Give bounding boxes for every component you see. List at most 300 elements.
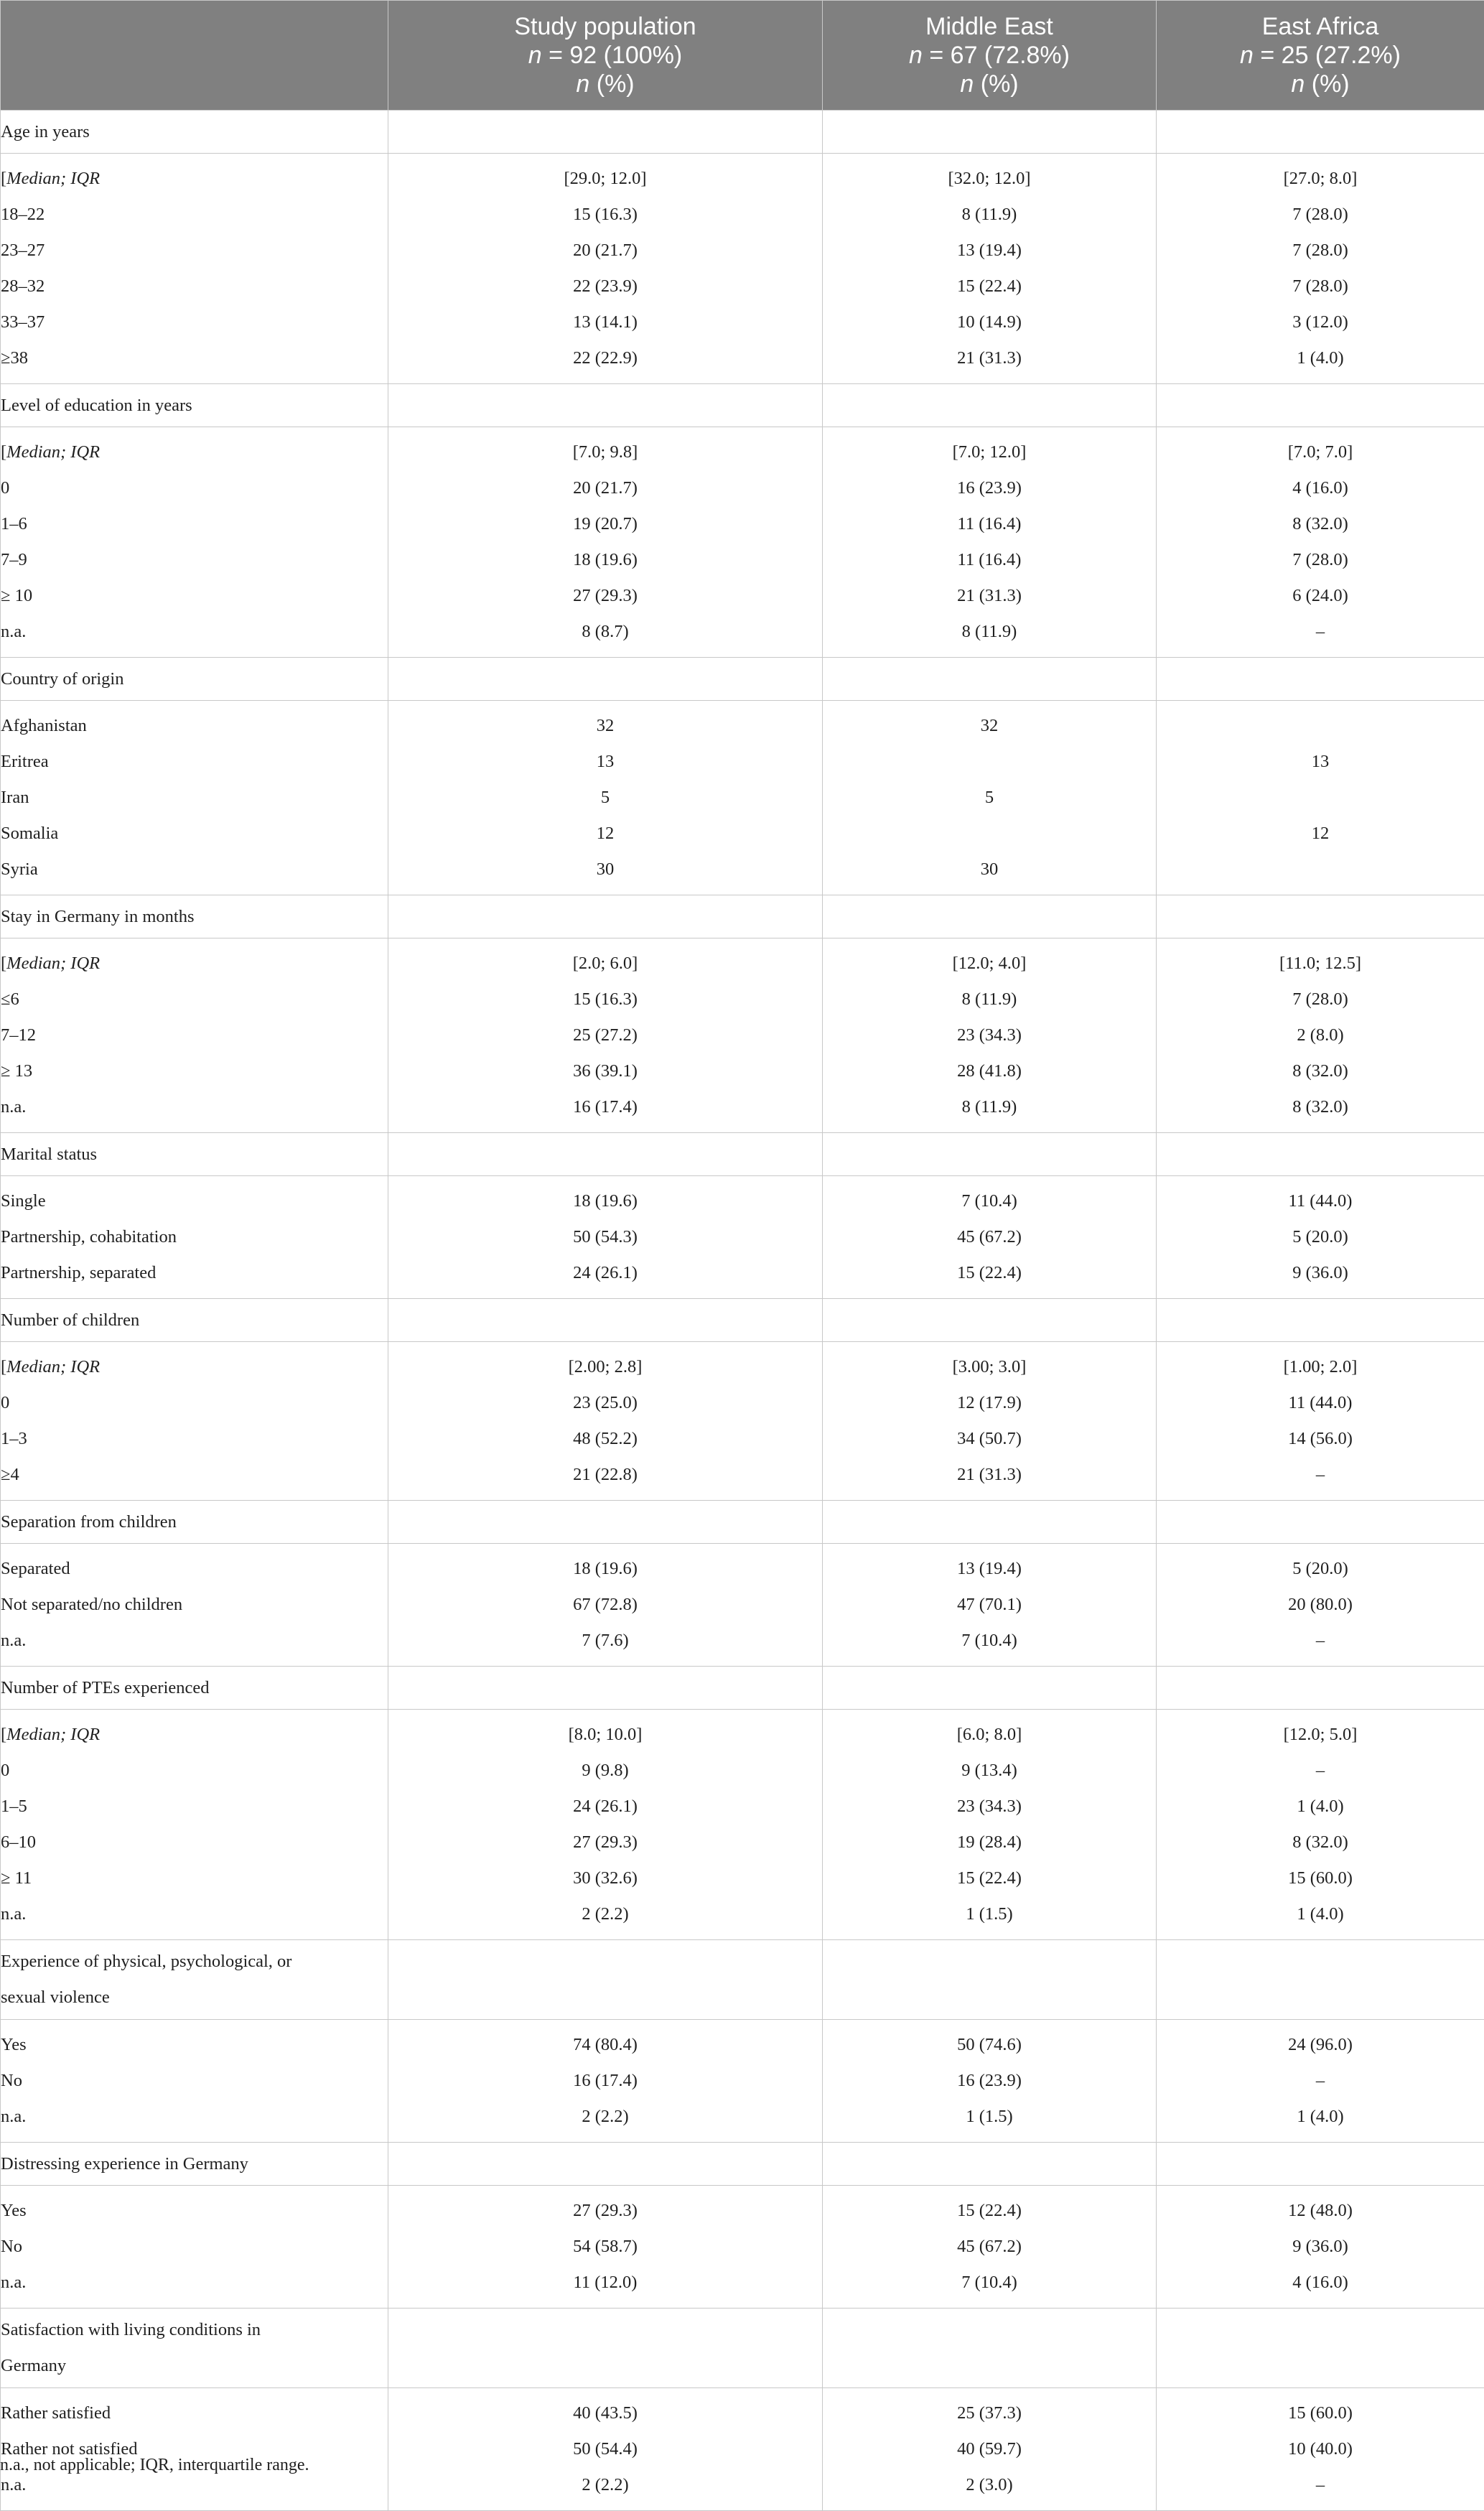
section-values-row: [1, 1710, 1484, 1940]
cell-value: 13: [388, 744, 822, 780]
section-title: Number of children: [1, 1299, 388, 1342]
cell-value: [823, 744, 1156, 780]
row-labels-cell: [1, 938, 388, 1133]
values-study-population: [388, 2186, 822, 2308]
cell-value: 25 (27.2): [388, 1017, 822, 1053]
section-title: Separation from children: [1, 1501, 388, 1544]
section-empty-cell: [823, 384, 1157, 427]
row-labels-cell: [1, 701, 388, 895]
cell-value: 8 (11.9): [823, 614, 1156, 650]
header-me-n-symbol: n: [909, 42, 923, 69]
cell-value: 20 (80.0): [1157, 1587, 1484, 1623]
cell-value: 21 (31.3): [823, 1457, 1156, 1493]
section-empty-cell: [388, 1501, 823, 1544]
cell-value: 15 (60.0): [1157, 1860, 1484, 1896]
section-empty-cell: [823, 2309, 1157, 2388]
section-title: Age in years: [1, 111, 388, 154]
row-label: ≥ 11: [1, 1860, 388, 1896]
cell-value: [12.0; 5.0]: [1157, 1717, 1484, 1753]
row-label: 33–37: [1, 304, 388, 340]
row-label: 0: [1, 1385, 388, 1421]
header-me-n: [823, 41, 1156, 70]
section-empty-cell: [823, 895, 1157, 938]
row-labels: [1, 2020, 388, 2142]
cell-value: 10 (14.9): [823, 304, 1156, 340]
section-title: Number of PTEs experienced: [1, 1667, 388, 1710]
row-labels-cell: [1, 2388, 388, 2511]
header-ea-n: [1157, 41, 1484, 70]
cell-value: –: [1157, 1457, 1484, 1493]
row-label: n.a.: [1, 1623, 388, 1659]
row-label: n.a.: [1, 2467, 388, 2503]
cell-value: 11 (44.0): [1157, 1385, 1484, 1421]
cell-value: 7 (10.4): [823, 1183, 1156, 1219]
values-east-africa: [1157, 1176, 1484, 1298]
row-label: Rather satisfied: [1, 2395, 388, 2431]
row-labels: [1, 154, 388, 383]
row-label: 7–9: [1, 542, 388, 578]
cell-value: 4 (16.0): [1157, 470, 1484, 506]
table-body: [1, 111, 1484, 2511]
section-title: Marital status: [1, 1133, 388, 1176]
values-cell-study-population: [388, 1176, 823, 1299]
values-middle-east: [823, 2020, 1156, 2142]
section-empty-cell: [1157, 384, 1484, 427]
row-label: 6–10: [1, 1825, 388, 1860]
section-empty-cell: [388, 1940, 823, 2020]
values-cell-study-population: [388, 1342, 823, 1501]
values-middle-east: [823, 154, 1156, 383]
bracket-open: [: [1, 442, 6, 462]
values-cell-middle-east: [823, 1342, 1157, 1501]
cell-value: 32: [388, 708, 822, 744]
row-label: Partnership, separated: [1, 1255, 388, 1291]
cell-value: 67 (72.8): [388, 1587, 822, 1623]
section-header-row: [1, 895, 1484, 938]
values-study-population: [388, 154, 822, 383]
row-label: n.a.: [1, 1896, 388, 1932]
cell-value: [1157, 708, 1484, 744]
values-cell-east-africa: [1157, 701, 1484, 895]
row-labels: [1, 1710, 388, 1939]
values-cell-east-africa: [1157, 2388, 1484, 2511]
cell-value: 18 (19.6): [388, 1551, 822, 1587]
section-empty-cell: [1157, 111, 1484, 154]
cell-value: 36 (39.1): [388, 1053, 822, 1089]
median-iqr-label: Median; IQR: [6, 442, 100, 462]
cell-value: [7.0; 9.8]: [388, 434, 822, 470]
cell-value: 15 (22.4): [823, 2193, 1156, 2229]
cell-value: [27.0; 8.0]: [1157, 161, 1484, 197]
section-title: Distressing experience in Germany: [1, 2143, 388, 2186]
cell-value: 20 (21.7): [388, 233, 822, 269]
row-labels-cell: [1, 2186, 388, 2309]
values-cell-east-africa: [1157, 1176, 1484, 1299]
section-empty-cell: [823, 2143, 1157, 2186]
values-cell-middle-east: [823, 1544, 1157, 1667]
cell-value: 27 (29.3): [388, 2193, 822, 2229]
cell-value: 16 (23.9): [823, 470, 1156, 506]
values-cell-east-africa: [1157, 154, 1484, 384]
values-cell-study-population: [388, 2020, 823, 2143]
cell-value: 6 (24.0): [1157, 578, 1484, 614]
header-study-unit: [388, 70, 822, 98]
values-study-population: [388, 1710, 822, 1939]
cell-value: [7.0; 7.0]: [1157, 434, 1484, 470]
cell-value: 8 (32.0): [1157, 506, 1484, 542]
cell-value: 30: [388, 852, 822, 888]
cell-value: 1 (4.0): [1157, 340, 1484, 376]
cell-value: 24 (26.1): [388, 1255, 822, 1291]
cell-value: –: [1157, 2063, 1484, 2099]
section-header-row: [1, 2143, 1484, 2186]
values-east-africa: [1157, 938, 1484, 1132]
row-labels: [1, 2388, 388, 2510]
cell-value: 27 (29.3): [388, 1825, 822, 1860]
cell-value: 14 (56.0): [1157, 1421, 1484, 1457]
values-cell-middle-east: [823, 2186, 1157, 2309]
section-empty-cell: [388, 384, 823, 427]
row-labels-cell: [1, 1342, 388, 1501]
row-label: ≤6: [1, 982, 388, 1017]
header-study-n-value: = 92 (100%): [542, 42, 683, 69]
cell-value: 13 (19.4): [823, 1551, 1156, 1587]
row-labels-cell: [1, 154, 388, 384]
cell-value: –: [1157, 614, 1484, 650]
section-values-row: [1, 427, 1484, 658]
header-study-title: Study population: [388, 12, 822, 41]
section-values-row: [1, 1544, 1484, 1667]
values-cell-middle-east: [823, 427, 1157, 658]
header-ea-n-symbol: n: [1240, 42, 1254, 69]
cell-value: 9 (36.0): [1157, 1255, 1484, 1291]
row-label: [1, 161, 388, 197]
row-label: Rather not satisfied: [1, 2431, 388, 2467]
values-east-africa: [1157, 1710, 1484, 1939]
cell-value: 8 (32.0): [1157, 1089, 1484, 1125]
header-study-unit-n: n: [576, 70, 589, 98]
row-label: No: [1, 2229, 388, 2265]
cell-value: [3.00; 3.0]: [823, 1349, 1156, 1385]
values-study-population: [388, 938, 822, 1132]
cell-value: 7 (10.4): [823, 2265, 1156, 2301]
header-me-unit: [823, 70, 1156, 98]
cell-value: 8 (8.7): [388, 614, 822, 650]
row-labels: [1, 1342, 388, 1500]
cell-value: 10 (40.0): [1157, 2431, 1484, 2467]
cell-value: 45 (67.2): [823, 1219, 1156, 1255]
section-header-row: [1, 111, 1484, 154]
section-header-row: [1, 1501, 1484, 1544]
values-cell-middle-east: [823, 1710, 1157, 1940]
cell-value: 21 (31.3): [823, 340, 1156, 376]
row-label: n.a.: [1, 2265, 388, 2301]
section-title-line: Experience of physical, psychological, or: [1, 1944, 388, 1980]
section-empty-cell: [823, 1299, 1157, 1342]
cell-value: 54 (58.7): [388, 2229, 822, 2265]
section-empty-cell: [1157, 1299, 1484, 1342]
cell-value: 18 (19.6): [388, 542, 822, 578]
row-label: 1–3: [1, 1421, 388, 1457]
cell-value: 7 (28.0): [1157, 233, 1484, 269]
row-labels-cell: [1, 427, 388, 658]
cell-value: 2 (3.0): [823, 2467, 1156, 2503]
section-header-row: [1, 658, 1484, 701]
values-cell-middle-east: [823, 701, 1157, 895]
values-east-africa: [1157, 2020, 1484, 2142]
cell-value: 5: [388, 780, 822, 816]
cell-value: 12 (48.0): [1157, 2193, 1484, 2229]
row-label: 18–22: [1, 197, 388, 233]
values-cell-study-population: [388, 2388, 823, 2511]
cell-value: 8 (11.9): [823, 1089, 1156, 1125]
cell-value: 12: [388, 816, 822, 852]
section-empty-cell: [1157, 1667, 1484, 1710]
section-empty-cell: [823, 1501, 1157, 1544]
section-empty-cell: [823, 111, 1157, 154]
cell-value: 21 (31.3): [823, 578, 1156, 614]
row-label: [1, 1717, 388, 1753]
section-title-line: Satisfaction with living conditions in: [1, 2312, 388, 2348]
cell-value: [29.0; 12.0]: [388, 161, 822, 197]
cell-value: 2 (8.0): [1157, 1017, 1484, 1053]
section-empty-cell: [388, 895, 823, 938]
row-label: ≥38: [1, 340, 388, 376]
cell-value: [1157, 852, 1484, 888]
values-cell-middle-east: [823, 2020, 1157, 2143]
values-study-population: [388, 1176, 822, 1298]
row-label: 28–32: [1, 269, 388, 304]
cell-value: [7.0; 12.0]: [823, 434, 1156, 470]
section-values-row: [1, 2186, 1484, 2309]
values-cell-study-population: [388, 938, 823, 1133]
table-footnote: n.a., not applicable; IQR, interquartile range.: [0, 2456, 309, 2475]
header-me-unit-pct: (%): [974, 70, 1018, 98]
cell-value: 13: [1157, 744, 1484, 780]
cell-value: 18 (19.6): [388, 1183, 822, 1219]
section-values-row: [1, 938, 1484, 1133]
row-label: Not separated/no children: [1, 1587, 388, 1623]
cell-value: 40 (43.5): [388, 2395, 822, 2431]
row-label: ≥ 13: [1, 1053, 388, 1089]
row-labels-cell: [1, 2020, 388, 2143]
section-header-row: [1, 2309, 1484, 2388]
cell-value: 7 (28.0): [1157, 269, 1484, 304]
cell-value: 16 (17.4): [388, 1089, 822, 1125]
cell-value: 8 (32.0): [1157, 1053, 1484, 1089]
cell-value: 19 (28.4): [823, 1825, 1156, 1860]
section-title-line: sexual violence: [1, 1980, 388, 2016]
section-empty-cell: [388, 111, 823, 154]
section-title: [1, 1940, 388, 2020]
cell-value: 2 (2.2): [388, 2099, 822, 2135]
header-study-n-symbol: n: [528, 42, 542, 69]
cell-value: 34 (50.7): [823, 1421, 1156, 1457]
values-middle-east: [823, 1342, 1156, 1500]
row-labels: [1, 701, 388, 895]
section-values-row: [1, 1342, 1484, 1501]
cell-value: 45 (67.2): [823, 2229, 1156, 2265]
cell-value: 7 (28.0): [1157, 982, 1484, 1017]
header-ea-title: East Africa: [1157, 12, 1484, 41]
median-iqr-label: Median; IQR: [6, 169, 100, 188]
section-header-row: [1, 1299, 1484, 1342]
cell-value: 15 (16.3): [388, 197, 822, 233]
cell-value: 1 (1.5): [823, 1896, 1156, 1932]
cell-value: [823, 816, 1156, 852]
cell-value: 5: [823, 780, 1156, 816]
cell-value: 7 (7.6): [388, 1623, 822, 1659]
cell-value: 48 (52.2): [388, 1421, 822, 1457]
section-values-row: [1, 2388, 1484, 2511]
section-empty-cell: [823, 1667, 1157, 1710]
values-middle-east: [823, 938, 1156, 1132]
row-label: Partnership, cohabitation: [1, 1219, 388, 1255]
values-middle-east: [823, 2388, 1156, 2510]
cell-value: [1157, 780, 1484, 816]
bracket-open: [: [1, 1357, 6, 1376]
values-middle-east: [823, 1176, 1156, 1298]
values-cell-east-africa: [1157, 938, 1484, 1133]
bracket-open: [: [1, 169, 6, 188]
values-cell-east-africa: [1157, 2020, 1484, 2143]
header-ea-unit: [1157, 70, 1484, 98]
cell-value: 23 (34.3): [823, 1789, 1156, 1825]
values-cell-study-population: [388, 154, 823, 384]
cell-value: 24 (26.1): [388, 1789, 822, 1825]
cell-value: 5 (20.0): [1157, 1551, 1484, 1587]
cell-value: 13 (19.4): [823, 233, 1156, 269]
cell-value: 15 (22.4): [823, 269, 1156, 304]
row-label: 23–27: [1, 233, 388, 269]
section-empty-cell: [823, 1133, 1157, 1176]
cell-value: 15 (22.4): [823, 1860, 1156, 1896]
values-study-population: [388, 701, 822, 895]
cell-value: [32.0; 12.0]: [823, 161, 1156, 197]
section-title: Stay in Germany in months: [1, 895, 388, 938]
cell-value: 9 (13.4): [823, 1753, 1156, 1789]
row-label: Iran: [1, 780, 388, 816]
section-empty-cell: [388, 2309, 823, 2388]
header-ea-n-value: = 25 (27.2%): [1254, 42, 1401, 69]
section-header-row: [1, 384, 1484, 427]
section-empty-cell: [1157, 2143, 1484, 2186]
section-empty-cell: [388, 1299, 823, 1342]
header-me-unit-n: n: [960, 70, 974, 98]
cell-value: 4 (16.0): [1157, 2265, 1484, 2301]
section-empty-cell: [388, 1667, 823, 1710]
cell-value: 8 (11.9): [823, 982, 1156, 1017]
values-cell-study-population: [388, 701, 823, 895]
row-label: Yes: [1, 2027, 388, 2063]
row-label: 1–6: [1, 506, 388, 542]
cell-value: 8 (11.9): [823, 197, 1156, 233]
cell-value: 5 (20.0): [1157, 1219, 1484, 1255]
row-label: Yes: [1, 2193, 388, 2229]
cell-value: 50 (54.3): [388, 1219, 822, 1255]
cell-value: 50 (54.4): [388, 2431, 822, 2467]
values-study-population: [388, 2388, 822, 2510]
row-label: Somalia: [1, 816, 388, 852]
cell-value: [8.0; 10.0]: [388, 1717, 822, 1753]
cell-value: 3 (12.0): [1157, 304, 1484, 340]
header-me-n-value: = 67 (72.8%): [923, 42, 1070, 69]
section-empty-cell: [388, 658, 823, 701]
section-title: Country of origin: [1, 658, 388, 701]
values-cell-middle-east: [823, 1176, 1157, 1299]
cell-value: 32: [823, 708, 1156, 744]
cell-value: 13 (14.1): [388, 304, 822, 340]
section-empty-cell: [823, 658, 1157, 701]
cell-value: 16 (17.4): [388, 2063, 822, 2099]
cell-value: 16 (23.9): [823, 2063, 1156, 2099]
row-label: 0: [1, 1753, 388, 1789]
values-study-population: [388, 427, 822, 657]
values-cell-study-population: [388, 1710, 823, 1940]
row-label: [1, 1349, 388, 1385]
section-values-row: [1, 701, 1484, 895]
section-header-row: [1, 1667, 1484, 1710]
values-east-africa: [1157, 701, 1484, 895]
cell-value: 2 (2.2): [388, 1896, 822, 1932]
values-cell-east-africa: [1157, 427, 1484, 658]
cell-value: 9 (36.0): [1157, 2229, 1484, 2265]
values-east-africa: [1157, 1544, 1484, 1666]
cell-value: 50 (74.6): [823, 2027, 1156, 2063]
section-values-row: [1, 1176, 1484, 1299]
row-label: ≥ 10: [1, 578, 388, 614]
values-study-population: [388, 1544, 822, 1666]
values-cell-east-africa: [1157, 1342, 1484, 1501]
cell-value: 15 (60.0): [1157, 2395, 1484, 2431]
cell-value: 23 (34.3): [823, 1017, 1156, 1053]
row-label: Separated: [1, 1551, 388, 1587]
header-cell-label: [1, 1, 388, 111]
section-empty-cell: [1157, 1940, 1484, 2020]
values-middle-east: [823, 701, 1156, 895]
header-study-unit-pct: (%): [589, 70, 634, 98]
section-empty-cell: [1157, 1133, 1484, 1176]
values-middle-east: [823, 1710, 1156, 1939]
cell-value: 30 (32.6): [388, 1860, 822, 1896]
row-labels: [1, 2186, 388, 2308]
section-values-row: [1, 154, 1484, 384]
values-east-africa: [1157, 2388, 1484, 2510]
row-labels: [1, 427, 388, 657]
section-empty-cell: [1157, 1501, 1484, 1544]
header-ea-unit-pct: (%): [1305, 70, 1349, 98]
bracket-open: [: [1, 1725, 6, 1744]
median-iqr-label: Median; IQR: [6, 1357, 100, 1376]
section-title: [1, 2309, 388, 2388]
cell-value: 11 (44.0): [1157, 1183, 1484, 1219]
cell-value: [12.0; 4.0]: [823, 946, 1156, 982]
cell-value: 9 (9.8): [388, 1753, 822, 1789]
row-label: n.a.: [1, 614, 388, 650]
cell-value: 22 (23.9): [388, 269, 822, 304]
cell-value: –: [1157, 1623, 1484, 1659]
median-iqr-label: Median; IQR: [6, 1725, 100, 1744]
cell-value: 7 (28.0): [1157, 197, 1484, 233]
cell-value: [6.0; 8.0]: [823, 1717, 1156, 1753]
cell-value: 22 (22.9): [388, 340, 822, 376]
section-empty-cell: [1157, 2309, 1484, 2388]
row-label: 7–12: [1, 1017, 388, 1053]
section-header-row: [1, 1940, 1484, 2020]
cell-value: 8 (32.0): [1157, 1825, 1484, 1860]
row-label: Syria: [1, 852, 388, 888]
row-label: Afghanistan: [1, 708, 388, 744]
